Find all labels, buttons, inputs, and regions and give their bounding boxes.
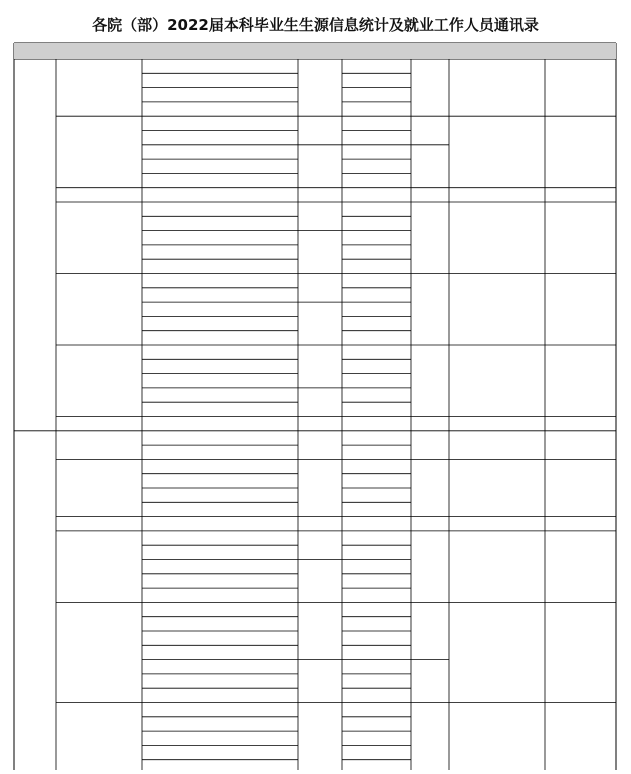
major-name: [143, 303, 297, 316]
major-count: [343, 674, 410, 687]
major-nature: [299, 388, 341, 416]
major-name: [143, 460, 297, 473]
major-name: [143, 388, 297, 401]
header-cell: [412, 44, 448, 59]
major-count: [343, 660, 410, 673]
major-name: [143, 102, 297, 115]
major-count: [343, 703, 410, 716]
major-name: [143, 174, 297, 187]
major-nature: [299, 460, 341, 516]
major-count: [343, 288, 410, 301]
major-name: [143, 703, 297, 716]
major-name: [143, 188, 297, 201]
major-name: [143, 60, 297, 73]
major-count: [343, 517, 410, 530]
major-name: [143, 203, 297, 216]
major-count: [343, 274, 410, 287]
major-count: [343, 617, 410, 630]
major-name: [143, 88, 297, 101]
major-name: [143, 517, 297, 530]
major-name: [143, 417, 297, 430]
major-name: [143, 603, 297, 616]
major-count: [343, 632, 410, 645]
major-nature: [299, 346, 341, 388]
header-cell: [343, 44, 410, 59]
header-cell: [15, 44, 55, 59]
office-location: [546, 346, 615, 417]
counselor-name: [412, 274, 448, 345]
major-count: [343, 503, 410, 516]
major-count: [343, 417, 410, 430]
major-name: [143, 403, 297, 416]
major-name: [143, 74, 297, 87]
major-count: [343, 746, 410, 759]
major-name: [143, 231, 297, 244]
major-name: [143, 660, 297, 673]
counselor-name: [412, 203, 448, 274]
office-location: [546, 703, 615, 774]
header-cell: [143, 44, 297, 59]
counselor-name: [412, 417, 448, 430]
major-count: [343, 117, 410, 130]
campus-name: [15, 60, 55, 431]
major-name: [143, 760, 297, 773]
office-location: [546, 417, 615, 430]
major-nature: [299, 145, 341, 187]
major-nature: [299, 303, 341, 345]
major-nature: [299, 203, 341, 231]
counselor-name: [412, 117, 448, 145]
major-count: [343, 131, 410, 144]
college-name: [57, 346, 141, 417]
major-count: [343, 145, 410, 158]
header-cell: [299, 44, 341, 59]
major-name: [143, 117, 297, 130]
major-name: [143, 632, 297, 645]
major-name: [143, 360, 297, 373]
major-nature: [299, 60, 341, 116]
counselor-name: [412, 60, 448, 116]
major-name: [143, 131, 297, 144]
major-name: [143, 574, 297, 587]
office-location: [546, 60, 615, 116]
major-count: [343, 589, 410, 602]
major-nature: [299, 417, 341, 430]
major-count: [343, 531, 410, 544]
major-count: [343, 560, 410, 573]
counselor-name: [412, 346, 448, 417]
office-location: [546, 531, 615, 602]
major-nature: [299, 231, 341, 273]
counselor-name: [412, 517, 448, 530]
major-nature: [299, 603, 341, 659]
header-cell: [57, 44, 141, 59]
office-location: [546, 188, 615, 201]
major-count: [343, 102, 410, 115]
major-count: [343, 245, 410, 258]
major-name: [143, 674, 297, 687]
major-name: [143, 217, 297, 230]
college-name: [57, 603, 141, 702]
counselor-name: [412, 603, 448, 659]
college-name: [57, 460, 141, 516]
major-name: [143, 732, 297, 745]
header-cell: [546, 44, 615, 59]
major-count: [343, 203, 410, 216]
major-name: [143, 560, 297, 573]
major-count: [343, 188, 410, 201]
major-name: [143, 431, 297, 444]
major-count: [343, 60, 410, 73]
major-count: [343, 346, 410, 359]
major-count: [343, 689, 410, 702]
college-name: [57, 531, 141, 602]
document-title: 各院（部）2022届本科毕业生生源信息统计及就业工作人员通讯录: [92, 16, 539, 34]
major-name: [143, 746, 297, 759]
major-count: [343, 574, 410, 587]
major-count: [343, 717, 410, 730]
college-name: [57, 274, 141, 345]
office-location: [546, 603, 615, 702]
major-count: [343, 88, 410, 101]
office-location: [546, 117, 615, 188]
major-name: [143, 446, 297, 459]
major-nature: [299, 660, 341, 702]
major-nature: [299, 431, 341, 459]
counselor-name: [412, 431, 448, 459]
major-name: [143, 346, 297, 359]
college-name: [57, 188, 141, 201]
major-name: [143, 331, 297, 344]
major-count: [343, 403, 410, 416]
college-name: [57, 517, 141, 530]
major-name: [143, 245, 297, 258]
major-nature: [299, 274, 341, 302]
major-count: [343, 646, 410, 659]
major-count: [343, 303, 410, 316]
major-count: [343, 388, 410, 401]
major-count: [343, 446, 410, 459]
office-location: [546, 460, 615, 516]
major-name: [143, 546, 297, 559]
college-name: [57, 417, 141, 430]
major-name: [143, 531, 297, 544]
major-count: [343, 760, 410, 773]
major-count: [343, 732, 410, 745]
major-name: [143, 160, 297, 173]
major-name: [143, 489, 297, 502]
major-count: [343, 317, 410, 330]
major-count: [343, 460, 410, 473]
office-location: [546, 517, 615, 530]
counselor-name: [412, 188, 448, 201]
major-name: [143, 317, 297, 330]
college-name: [57, 117, 141, 188]
major-name: [143, 288, 297, 301]
counselor-name: [412, 660, 448, 702]
counselor-name: [412, 531, 448, 602]
major-count: [343, 160, 410, 173]
office-location: [546, 274, 615, 345]
major-count: [343, 260, 410, 273]
major-count: [343, 489, 410, 502]
college-name: [57, 431, 141, 459]
major-count: [343, 546, 410, 559]
major-name: [143, 646, 297, 659]
college-name: [57, 60, 141, 116]
counselor-name: [412, 145, 448, 187]
college-name: [57, 203, 141, 274]
major-count: [343, 217, 410, 230]
major-nature: [299, 531, 341, 559]
counselor-name: [412, 703, 448, 774]
major-nature: [299, 703, 341, 774]
major-count: [343, 74, 410, 87]
major-nature: [299, 117, 341, 145]
major-count: [343, 431, 410, 444]
major-count: [343, 474, 410, 487]
major-name: [143, 274, 297, 287]
header-cell: [450, 44, 544, 59]
major-name: [143, 260, 297, 273]
major-name: [143, 717, 297, 730]
major-count: [343, 374, 410, 387]
major-name: [143, 474, 297, 487]
major-count: [343, 360, 410, 373]
major-name: [143, 503, 297, 516]
major-name: [143, 617, 297, 630]
major-name: [143, 589, 297, 602]
college-name: [57, 703, 141, 774]
office-location: [546, 431, 615, 459]
major-name: [143, 145, 297, 158]
major-count: [343, 231, 410, 244]
office-location: [546, 203, 615, 274]
counselor-name: [412, 460, 448, 516]
major-nature: [299, 560, 341, 602]
major-name: [143, 689, 297, 702]
major-nature: [299, 188, 341, 201]
major-name: [143, 374, 297, 387]
major-nature: [299, 517, 341, 530]
major-count: [343, 174, 410, 187]
major-count: [343, 603, 410, 616]
major-count: [343, 331, 410, 344]
